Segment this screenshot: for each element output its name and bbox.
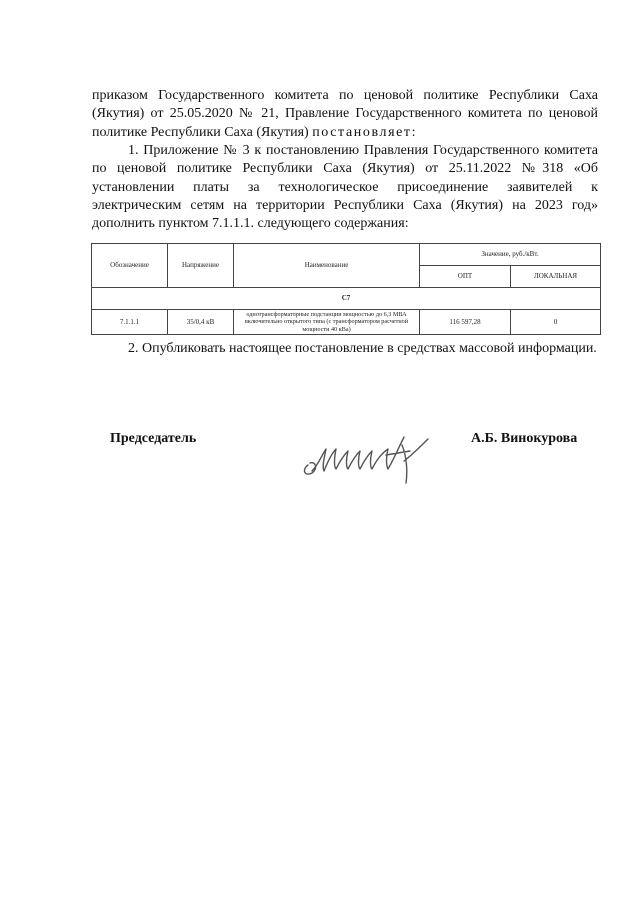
decision-word: постановляет: bbox=[312, 124, 418, 140]
cell-voltage: 35/0,4 кВ bbox=[168, 310, 234, 335]
header-value-group: Значение, руб./кВт. bbox=[420, 244, 601, 266]
cell-name: однотрансформаторные подстанции мощностью до 6,3 МВА включительно открытого типа (с трансформатором расчетной мощности 40 кВа) bbox=[234, 310, 420, 335]
header-designation: Обозначение bbox=[92, 244, 168, 288]
handwritten-signature bbox=[298, 425, 438, 487]
tariff-table bbox=[91, 243, 601, 335]
signer-name: А.Б. Винокурова bbox=[471, 431, 578, 446]
paragraph-item-2: 2. Опубликовать настоящее постановление в средствах массовой информации. bbox=[128, 341, 597, 356]
paragraph-preamble bbox=[92, 87, 598, 142]
table-row bbox=[92, 310, 601, 335]
cell-local: 0 bbox=[511, 310, 601, 335]
cell-designation: 7.1.1.1 bbox=[92, 310, 168, 335]
preamble-text: приказом Государственного комитета по ценовой политике Республики Саха (Якутия) от 25.05.2020 № 21, Правление Государственного комитета по ценовой политике Республики Саха (Якутия) bbox=[92, 88, 598, 140]
header-name: Наименование bbox=[234, 244, 420, 288]
paragraph-item-1: 1. Приложение № 3 к постановлению Правления Государственного комитета по ценовой политике Республики Саха (Якутия) от 25.11.2022 №318 «Об установлении платы за технологическое присоединение заявителей к электрическим сетям на территории Республики Саха (Якутия) на 2023 год» дополнить пунктом 7.1.1.1. следующего содержания: bbox=[92, 143, 598, 232]
table-header-row bbox=[92, 244, 601, 266]
table-section-row bbox=[92, 288, 601, 310]
section-label: С7 bbox=[92, 288, 601, 310]
signer-position: Председатель bbox=[110, 431, 197, 446]
header-local: ЛОКАЛЬНАЯ bbox=[511, 266, 601, 288]
header-voltage: Напряжение bbox=[168, 244, 234, 288]
cell-opt: 116 597,28 bbox=[420, 310, 511, 335]
header-opt: ОПТ bbox=[420, 266, 511, 288]
